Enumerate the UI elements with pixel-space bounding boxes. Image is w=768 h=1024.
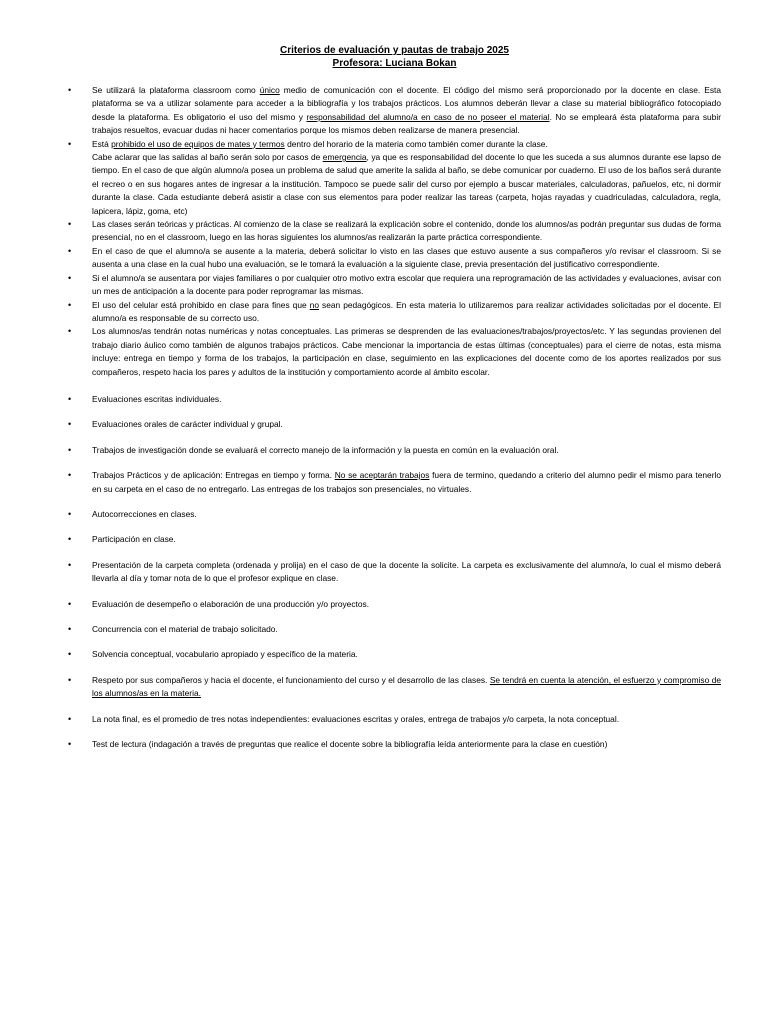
list-item: • Participación en clase. <box>68 533 721 546</box>
bullet-icon: • <box>68 393 72 404</box>
bullet-icon: • <box>68 713 72 724</box>
list-item: • Test de lectura (indagación a través de preguntas que realice el docente sobre la bibliografía leída anteriormente para la clase en cuestión) <box>68 738 721 751</box>
list-item: • Trabajos de investigación donde se evaluará el correcto manejo de la información y la puesta en común en la evaluación oral. <box>68 444 721 457</box>
list-item: • Autocorrecciones en clases. <box>68 508 721 521</box>
list-item: • El uso del celular está prohibido en clase para fines que no sean pedagógicos. En esta materia lo utilizaremos para realizar actividades solicitadas por el docente. El alumno/a es responsable de su correcto uso. <box>68 299 721 323</box>
bullet-icon: • <box>68 138 72 149</box>
bullet-icon: • <box>68 674 72 685</box>
list-item: • Los alumnos/as tendrán notas numéricas y notas conceptuales. Las primeras se desprenden de las evaluaciones/trabajos/proyectos/etc. Y las segundas provienen del trabajo diario áulico como también de algunos trabajos prácticos. Cabe mencionar la importancia de estas últimas (conceptuales) para el cierre de notas, esta misma incluye: entrega en tiempo y forma de los trabajos, la participación en clase, seguimiento en las explicaciones del docente como de los aportes realizados por sus compañeros, respeto hacia los pares y adultos de la institución y comportamiento acorde al ámbito escolar. <box>68 326 721 377</box>
list-item: • Respeto por sus compañeros y hacia el docente, el funcionamiento del curso y el desarrollo de las clases. Se tendrá en cuenta la atención, el esfuerzo y compromiso de los alumnos/as en la materia. <box>68 674 722 699</box>
list-item: • Presentación de la carpeta completa (ordenada y prolija) en el caso de que la docente la solicite. La carpeta es exclusivamente del alumno/a, lo cual el mismo deberá llevarla al día y tomar nota de lo que el profesor explique en clase. <box>68 559 721 584</box>
list-item: • Concurrencia con el material de trabajo solicitado. <box>68 623 721 636</box>
bullet-icon: • <box>68 245 72 256</box>
list-item: • Evaluaciones escritas individuales. <box>68 393 721 406</box>
title-block <box>68 44 721 70</box>
bullet-icon: • <box>68 624 72 634</box>
bullet-icon: • <box>68 534 72 545</box>
bullet-icon: • <box>68 444 72 455</box>
criteria-list <box>68 84 721 751</box>
bullet-icon: • <box>68 598 72 609</box>
list-item: • Si el alumno/a se ausentara por viajes familiares o por cualquier otro motivo extra escolar que requiera una reprogramación de las actividades y evaluaciones, avisar con un mes de anticipación a la docente para poder reprogramar las mismas. <box>68 272 721 297</box>
bullet-icon: • <box>68 272 72 283</box>
bullet-icon: • <box>68 739 72 750</box>
list-item: • Está prohibido el uso de equipos de mates y termos dentro del horario de la materia como también comer durante la clase. Cabe aclarar que las salidas al baño serán solo por casos de emergencia, ya que es responsabilidad del docente lo que les suceda a sus alumnos durante ese lapso de tiempo. En el caso de que algún alumno/a posea un problema de salud que amerite la salida al baño, se debe comunicar por cuaderno. El uso de los baños será durante el recreo o en sus hogares antes de ingresar a la institución. Tampoco se puede salir del curso por ejemplo a buscar materiales, calculadoras, pañuelos, etc, ni dormir durante la clase. Cada estudiante deberá asistir a clase con sus elementos para poder realizar las tareas (carpeta, hojas rayadas y cuadriculadas, calculadora, regla, lapicera, lápiz, goma, etc) <box>68 138 721 216</box>
bullet-icon: • <box>68 649 72 660</box>
bullet-icon: • <box>68 326 72 337</box>
bullet-icon: • <box>68 470 72 481</box>
bullet-icon: • <box>68 508 72 519</box>
bullet-icon: • <box>68 559 72 570</box>
bullet-icon: • <box>68 419 72 430</box>
bullet-icon: • <box>68 219 72 230</box>
bullet-icon: • <box>68 85 72 95</box>
list-item: • La nota final, es el promedio de tres notas independientes: evaluaciones escritas y orales, entrega de trabajos y/o carpeta, la nota conceptual. <box>68 713 721 726</box>
bullet-icon: • <box>68 299 72 310</box>
list-item: • Evaluación de desempeño o elaboración de una producción y/o proyectos. <box>68 598 721 611</box>
document-title: Criterios de evaluación y pautas de trabajo 2025 <box>280 45 509 56</box>
list-item: • Trabajos Prácticos y de aplicación: Entregas en tiempo y forma. No se aceptarán trabajos fuera de termino, quedando a criterio del alumno pedir el mismo para tenerlo en su carpeta en el caso de no entregarlo. Las entregas de los trabajos son presenciales, no virtuales. <box>68 470 722 494</box>
list-item: • Las clases serán teóricas y prácticas. Al comienzo de la clase se realizará la explicación sobre el contenido, donde los alumnos/as podrán preguntar sus dudas de forma presencial, no en el classroom, luego en las horas siguientes los alumnos/as realizarán la parte práctica correspondiente. <box>68 219 721 243</box>
document-subtitle: Profesora: Luciana Bokan <box>332 58 457 69</box>
list-item: • Se utilizará la plataforma classroom como único medio de comunicación con el docente. El código del mismo será proporcionado por la docente en clase. Esta plataforma se va a utilizar solamente para acceder a la bibliografía y los trabajos prácticos. Los alumnos deberán llevar a clase su material bibliográfico fotocopiado desde la plataforma. Es obligatorio el uso del mismo y responsabilidad del alumno/a en caso de no poseer el material. No se empleará ésta plataforma para subir trabajos resueltos, evacuar dudas ni hacer comentarios porque los mismos deben realizarse de manera presencial. <box>68 85 721 136</box>
list-item: • Evaluaciones orales de carácter individual y grupal. <box>68 418 721 431</box>
list-item: • En el caso de que el alumno/a se ausente a la materia, deberá solicitar lo visto en las clases que estuvo ausente a sus compañeros y/o revisar el classroom. Si se ausenta a una clase en la cual hubo una evaluación, se le tomará la evaluación a la siguiente clase, previa presentación del justificativo correspondiente. <box>68 245 721 270</box>
list-item: • Solvencia conceptual, vocabulario apropiado y específico de la materia. <box>68 648 721 661</box>
